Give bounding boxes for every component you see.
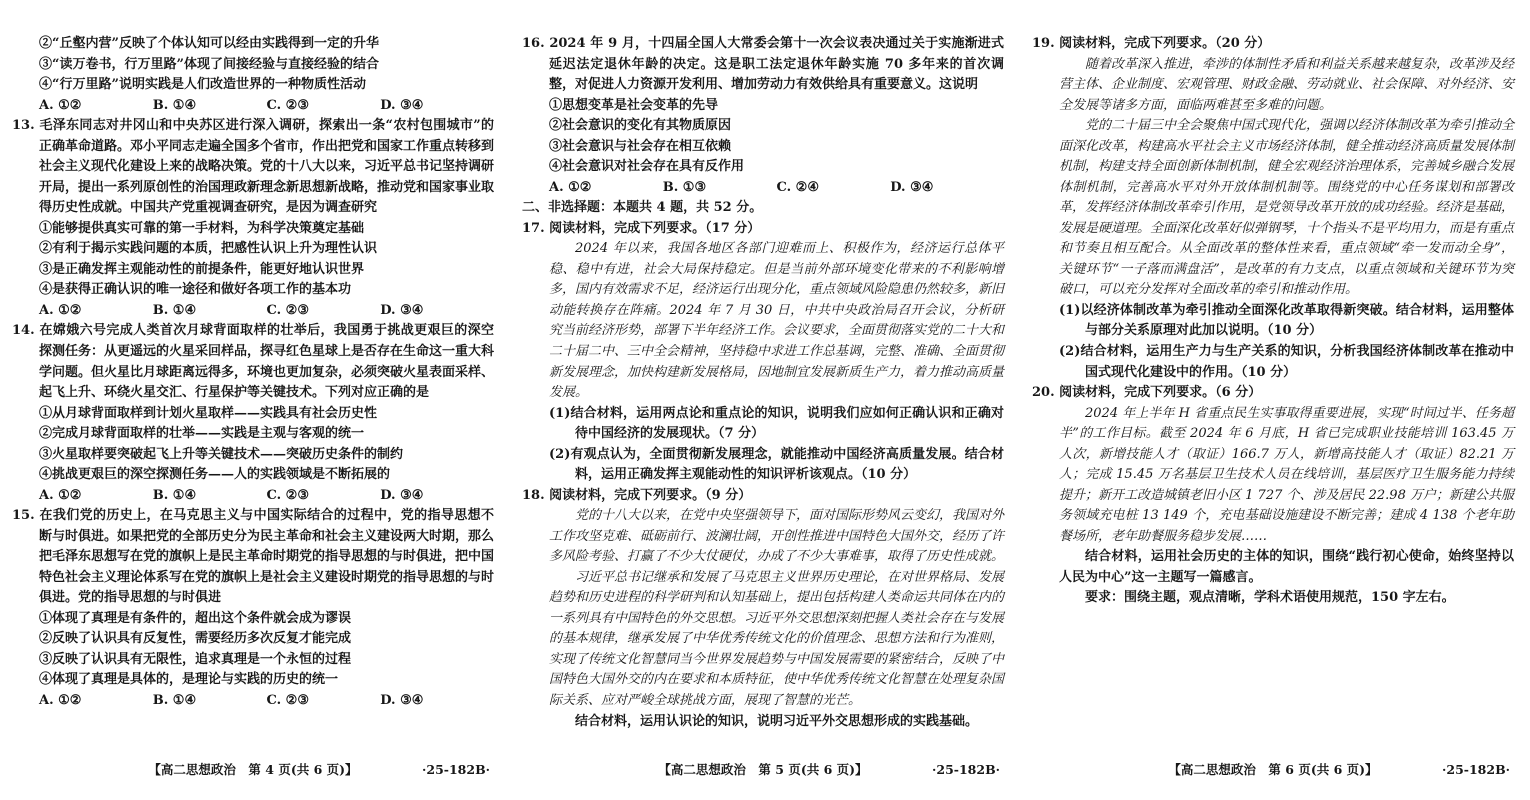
question-stem: 13. 毛泽东同志对井冈山和中央苏区进行深入调研，探索出一条“农村包围城市”的正确革命道路。邓小平同志走遍全国多个省市，作出把党和国家工作重点转移到社会主义现代化建设上来的战略决策。党的十八大以来，习近平总书记坚持调研开局，提出一系列原创性的治国理政新理念新思想新战略，推动党和国家事业取得历史性成就。中国共产党重视调查研究，是因为调查研究 (12, 118, 495, 216)
choice-item: A. ①② (549, 179, 592, 195)
sub-question: (1)以经济体制改革为牵引推动全面深化改革取得新突破。结合材料，运用整体与部分关系原理对此加以说明。（10 分） (1059, 302, 1514, 339)
option-line: ③火星取样要突破起飞上升等关键技术——突破历史条件的制约 (39, 446, 404, 462)
option-line: ④体现了真理是具体的，是理论与实践的历史的统一 (39, 672, 339, 688)
question-stem: 14. 在嫦娥六号完成人类首次月球背面取样的壮举后，我国勇于挑战更艰巨的深空探测任务：从更遥远的火星采回样品，探寻红色星球上是否存在生命这一重大科学问题。但火星比月球距离远得多，环境也更加复杂，必须突破火星表面采样、起飞上升、环绕火星交汇、行星保护等关键技术。下列对应正确的是 (12, 323, 495, 401)
choice-item: A. ①② (39, 487, 82, 503)
option-line: ④“行万里路”说明实践是人们改造世界的一种物质性活动 (39, 77, 366, 93)
paper-code: ·25-182B· (932, 761, 1000, 777)
choice-item: C. ②③ (266, 487, 309, 503)
choice-item: C. ②④ (776, 179, 819, 195)
option-line: ③社会意识与社会存在相互依赖 (549, 138, 732, 154)
choice-item: B. ①④ (152, 487, 197, 503)
material-paragraph: 2024 年以来，我国各地区各部门迎难而上、积极作为，经济运行总体平稳、稳中有进，社会大局保持稳定。但是当前外部环境变化带来的不利影响增多，国内有效需求不足，经济运行出现分化，重点领域风险隐患仍然较多，新旧动能转换存在阵痛。2024 年 7 月 30 日，中共中央政治局召开会议，分析研究当前经济形势，部署下半年经济工作。会议要求，全面贯彻落实党的二十大和二十届二中、三中全会精神，坚持稳中求进工作总基调，完整、准确、全面贯彻新发展理念，加快构建新发展格局，因地制宜发展新质生产力，着力推动高质量发展。 (549, 241, 1005, 401)
page-footer (12, 762, 494, 778)
option-line: ①思想变革是社会变革的先导 (549, 97, 719, 113)
material-paragraph: 党的十八大以来，在党中央坚强领导下，面对国际形势风云变幻，我国对外工作攻坚克难、砥砺前行、波澜壮阔，开创性推进中国特色大国外交，经历了许多风险考验、打赢了不少大仗硬仗，办成了不少大事难事，取得了历史性成就。 (549, 508, 1005, 565)
question-stem: 16. 2024 年 9 月，十四届全国人大常委会第十一次会议表决通过关于实施渐进式延迟法定退休年龄的决定。这是职工法定退休年龄实施 70 多年来的首次调整，对促进人力资源开发利用、增加劳动力有效供给具有重要意义。这说明 (522, 36, 1004, 93)
choice-item: A. ①② (39, 97, 82, 113)
requirement-line: 结合材料，运用社会历史的主体的知识，围绕“践行初心使命，始终坚持以人民为中心”这一主题写一篇感言。 (1059, 549, 1514, 585)
choice-item: D. ③④ (380, 487, 424, 503)
exam-page-column (0, 0, 510, 800)
sub-question: (2)结合材料，运用生产力与生产关系的知识，分析我国经济体制改革在推动中国式现代化建设中的作用。（10 分） (1059, 343, 1514, 380)
option-line: ③“读万卷书，行万里路”体现了间接经验与直接经验的结合 (39, 56, 379, 72)
question-stem: 18. 阅读材料，完成下列要求。（9 分） (522, 487, 752, 503)
choice-row (12, 301, 494, 322)
choice-item: D. ③④ (380, 302, 424, 318)
page-number-label: 【高二思想政治 第 5 页(共 6 页)】 (658, 761, 868, 777)
page-footer (1032, 762, 1514, 778)
choice-item: B. ①④ (152, 97, 197, 113)
question-stem: 17. 阅读材料，完成下列要求。（17 分） (522, 220, 761, 236)
choice-item: B. ①④ (152, 693, 197, 708)
sub-question: (2)有观点认为，全面贯彻新发展理念，就能推动中国经济高质量发展。结合材料，运用正确发挥主观能动性的知识评析该观点。（10 分） (549, 446, 1004, 483)
option-line: ④挑战更艰巨的深空探测任务——人的实践领域是不断拓展的 (39, 467, 391, 483)
page-number-label: 【高二思想政治 第 4 页(共 6 页)】 (148, 761, 358, 777)
choice-item: C. ②③ (266, 302, 309, 318)
requirement-line: 结合材料，运用认识论的知识，说明习近平外交思想形成的实践基础。 (575, 713, 979, 729)
material-paragraph: 习近平总书记继承和发展了马克思主义世界历史理论，在对世界格局、发展趋势和历史进程的科学研判和认知基础上，提出包括构建人类命运共同体在内的一系列具有中国特色的外交思想。习近平外交思想深刻把握人类社会存在与发展的基本规律，继承发展了中华优秀传统文化的价值理念、思想方法和行为准则，实现了传统文化智慧同当今世界发展趋势与中国发展需要的紧密结合，反映了中国特色大国外交的内在要求和本质特征，使中华优秀传统文化智慧在处理复杂国际关系、应对严峻全球挑战方面，展现了智慧的光芒。 (549, 569, 1005, 708)
option-line: ①能够提供真实可靠的第一手材料，为科学决策奠定基础 (39, 220, 365, 236)
option-line: ①从月球背面取样到计划火星取样——实践具有社会历史性 (39, 405, 378, 421)
choice-row (12, 96, 494, 117)
section-header: 二、非选择题：本题共 4 题，共 52 分。 (522, 200, 763, 216)
page-number-label: 【高二思想政治 第 6 页(共 6 页)】 (1168, 761, 1378, 777)
choice-row (522, 178, 1004, 199)
choice-row (12, 691, 494, 712)
material-paragraph: 随着改革深入推进，牵涉的体制性矛盾和利益关系越来越复杂，改革涉及经营主体、企业制度、宏观管理、财政金融、劳动就业、社会保障、对外经济、安全发展等诸多方面，面临两难甚至多难的问题。 (1059, 56, 1515, 113)
choice-item: C. ②③ (266, 693, 309, 708)
option-line: ③是正确发挥主观能动性的前提条件，能更好地认识世界 (39, 261, 365, 277)
choice-item: A. ①② (39, 693, 82, 708)
requirement-line: 要求：围绕主题，观点清晰，学科术语使用规范，150 字左右。 (1085, 590, 1455, 606)
question-stem: 20. 阅读材料，完成下列要求。（6 分） (1032, 385, 1262, 401)
choice-item: A. ①② (39, 302, 82, 318)
option-line: ②完成月球背面取样的壮举——实践是主观与客观的统一 (39, 426, 365, 442)
choice-item: D. ③④ (890, 179, 934, 195)
paper-code: ·25-182B· (422, 761, 490, 777)
material-paragraph: 党的二十届三中全会聚焦中国式现代化，强调以经济体制改革为牵引推动全面深化改革，构建高水平社会主义市场经济体制，健全推动经济高质量发展体制机制，构建支持全面创新体制机制，健全宏观经济治理体系，完善城乡融合发展体制机制，完善高水平对外开放体制机制等。围绕党的中心任务谋划和部署改革，发挥经济体制改革牵引作用，是党领导改革开放的成功经验。经济是基础，发展是硬道理。全面深化改革好似弹钢琴，十个指头不是平均用力，而是有重点和节奏且相互配合。从全面改革的整体性来看，重点领域“牵一发而动全身”，关键环节“一子落而满盘活”，是改革的有力支点，以重点领域和关键环节为突破口，可以充分发挥对全面改革的牵引和推动作用。 (1059, 118, 1515, 298)
option-line: ③反映了认识具有无限性，追求真理是一个永恒的过程 (39, 651, 352, 667)
material-paragraph: 2024 年上半年 H 省重点民生实事取得重要进展，实现“时间过半、任务超半”的工作目标。截至 2024 年 6 月底，H 省已完成职业技能培训 163.45 万人次，新增技能人才（取证）166.7 万人，新增高技能人才（取证）82.21 万人；完成 15.45 万名基层卫生技术人员在线培训，基层医疗卫生服务能力持续提升；新开工改造城镇老旧小区 1 727 个、涉及居民 22.98 万户；新建公共服务领域充电桩 13 149 个，充电基础设施建设不断完善；建成 4 138 个老年助餐场所，老年助餐服务稳步发展…… (1059, 405, 1514, 544)
choice-row (12, 486, 494, 507)
question-stem: 19. 阅读材料，完成下列要求。（20 分） (1032, 36, 1271, 51)
option-line: ②反映了认识具有反复性，需要经历多次反复才能完成 (39, 631, 352, 647)
choice-item: B. ①④ (152, 302, 197, 318)
exam-page-column (510, 0, 1020, 800)
sub-question: (1)结合材料，运用两点论和重点论的知识，说明我们应如何正确认识和正确对待中国经济的发展现状。（7 分） (549, 405, 1004, 442)
choice-item: B. ①③ (662, 179, 707, 195)
page-footer (522, 762, 1004, 778)
option-line: ④社会意识对社会存在具有反作用 (549, 159, 745, 175)
option-line: ①体现了真理是有条件的，超出这个条件就会成为谬误 (39, 610, 352, 626)
option-line: ②“丘壑内营”反映了个体认知可以经由实践得到一定的升华 (39, 36, 379, 51)
option-line: ④是获得正确认识的唯一途径和做好各项工作的基本功 (39, 282, 352, 298)
option-line: ②社会意识的变化有其物质原因 (549, 118, 732, 134)
paper-code: ·25-182B· (1442, 761, 1510, 777)
choice-item: D. ③④ (380, 97, 424, 113)
question-stem: 15. 在我们党的历史上，在马克思主义与中国实际结合的过程中，党的指导思想不断与时俱进。如果把党的全部历史分为民主革命和社会主义建设两大时期，那么把毛泽东思想写在党的旗帜上是民主革命时期党的指导思想的与时俱进，把中国特色社会主义理论体系写在党的旗帜上是社会主义建设时期党的指导思想的与时俱进。党的指导思想的与时俱进 (12, 508, 495, 606)
exam-page-column (1020, 0, 1530, 800)
choice-item: D. ③④ (380, 693, 424, 708)
choice-item: C. ②③ (266, 97, 309, 113)
option-line: ②有利于揭示实践问题的本质，把感性认识上升为理性认识 (39, 241, 378, 257)
